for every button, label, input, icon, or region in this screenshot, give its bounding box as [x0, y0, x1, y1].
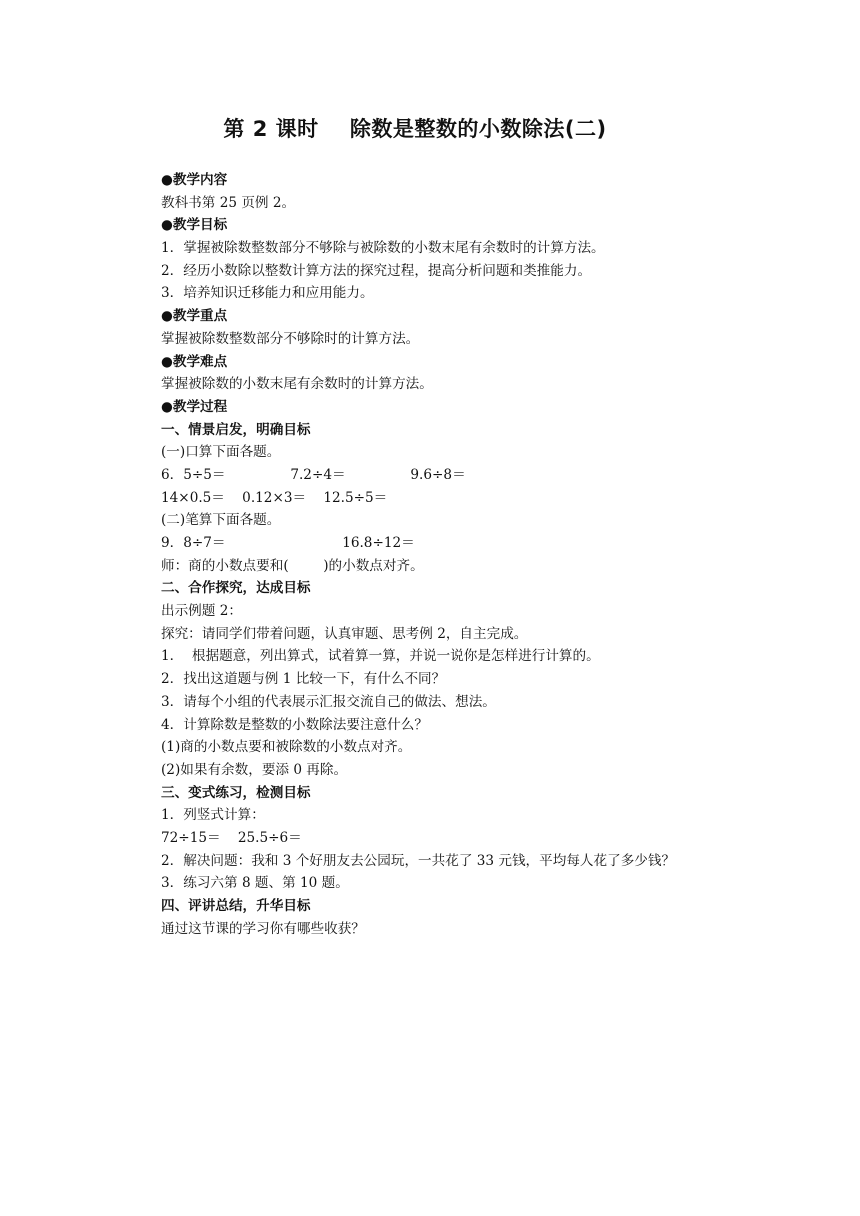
section-heading: ●教学内容: [161, 172, 228, 188]
body-line: 3．请每个小组的代表展示汇报交流自己的做法、想法。: [161, 693, 496, 710]
body-line: (一)口算下面各题。: [161, 444, 281, 461]
body-line: (二)笔算下面各题。: [161, 512, 281, 529]
section-heading: ●教学目标: [161, 217, 228, 234]
body-line: 3．练习六第 8 题、第 10 题。: [161, 875, 349, 892]
body-line: (2)如果有余数，要添 0 再除。: [161, 761, 348, 778]
section-heading: 四、评讲总结，升华目标: [161, 898, 311, 914]
section-heading: 二、合作探究，达成目标: [161, 580, 311, 597]
body-line: 掌握被除数的小数末尾有余数时的计算方法。: [161, 376, 433, 393]
body-line: 出示例题 2：: [161, 603, 242, 620]
section-heading: 三、变式练习，检测目标: [161, 784, 311, 801]
body-line: 1．掌握被除数整数部分不够除与被除数的小数末尾有余数时的计算方法。: [161, 240, 605, 257]
section-heading: ●教学重点: [161, 308, 228, 325]
body-line: 14×0.5＝ 0.12×3＝ 12.5÷5＝: [161, 489, 388, 506]
body-line: 72÷15＝ 25.5÷6＝: [161, 829, 302, 846]
body-line: 2．经历小数除以整数计算方法的探究过程，提高分析问题和类推能力。: [161, 262, 592, 279]
section-heading: ●教学难点: [161, 353, 228, 370]
lesson-body: [161, 169, 741, 940]
body-line: 掌握被除数整数部分不够除时的计算方法。: [161, 330, 420, 347]
section-heading: ●教学过程: [161, 398, 228, 415]
body-line: 探究：请同学们带着问题，认真审题、思考例 2，自主完成。: [161, 625, 528, 642]
lesson-title: 第 2 课时 除数是整数的小数除法(二): [223, 117, 607, 141]
body-line: 4．计算除数是整数的小数除法要注意什么？: [161, 716, 428, 733]
body-line: 1．列竖式计算：: [161, 807, 265, 824]
body-line: 通过这节课的学习你有哪些收获？: [161, 920, 365, 937]
body-line: 教科书第 25 页例 2。: [161, 194, 296, 211]
body-line: 3．培养知识迁移能力和应用能力。: [161, 285, 374, 302]
body-line: 9．8÷7＝ 16.8÷12＝: [161, 535, 415, 551]
body-line: (1)商的小数点要和被除数的小数点对齐。: [161, 739, 412, 756]
body-line: 1． 根据题意，列出算式，试着算一算，并说一说你是怎样进行计算的。: [161, 648, 600, 665]
body-line: 2．解决问题：我和 3 个好朋友去公园玩，一共花了 33 元钱，平均每人花了多少钱？: [161, 852, 676, 869]
section-heading: 一、情景启发，明确目标: [161, 421, 311, 438]
body-line: 师：商的小数点要和( )的小数点对齐。: [161, 557, 424, 574]
body-line: 2．找出这道题与例 1 比较一下，有什么不同？: [161, 671, 446, 688]
body-line: 6．5÷5＝ 7.2÷4＝ 9.6÷8＝: [161, 466, 466, 483]
